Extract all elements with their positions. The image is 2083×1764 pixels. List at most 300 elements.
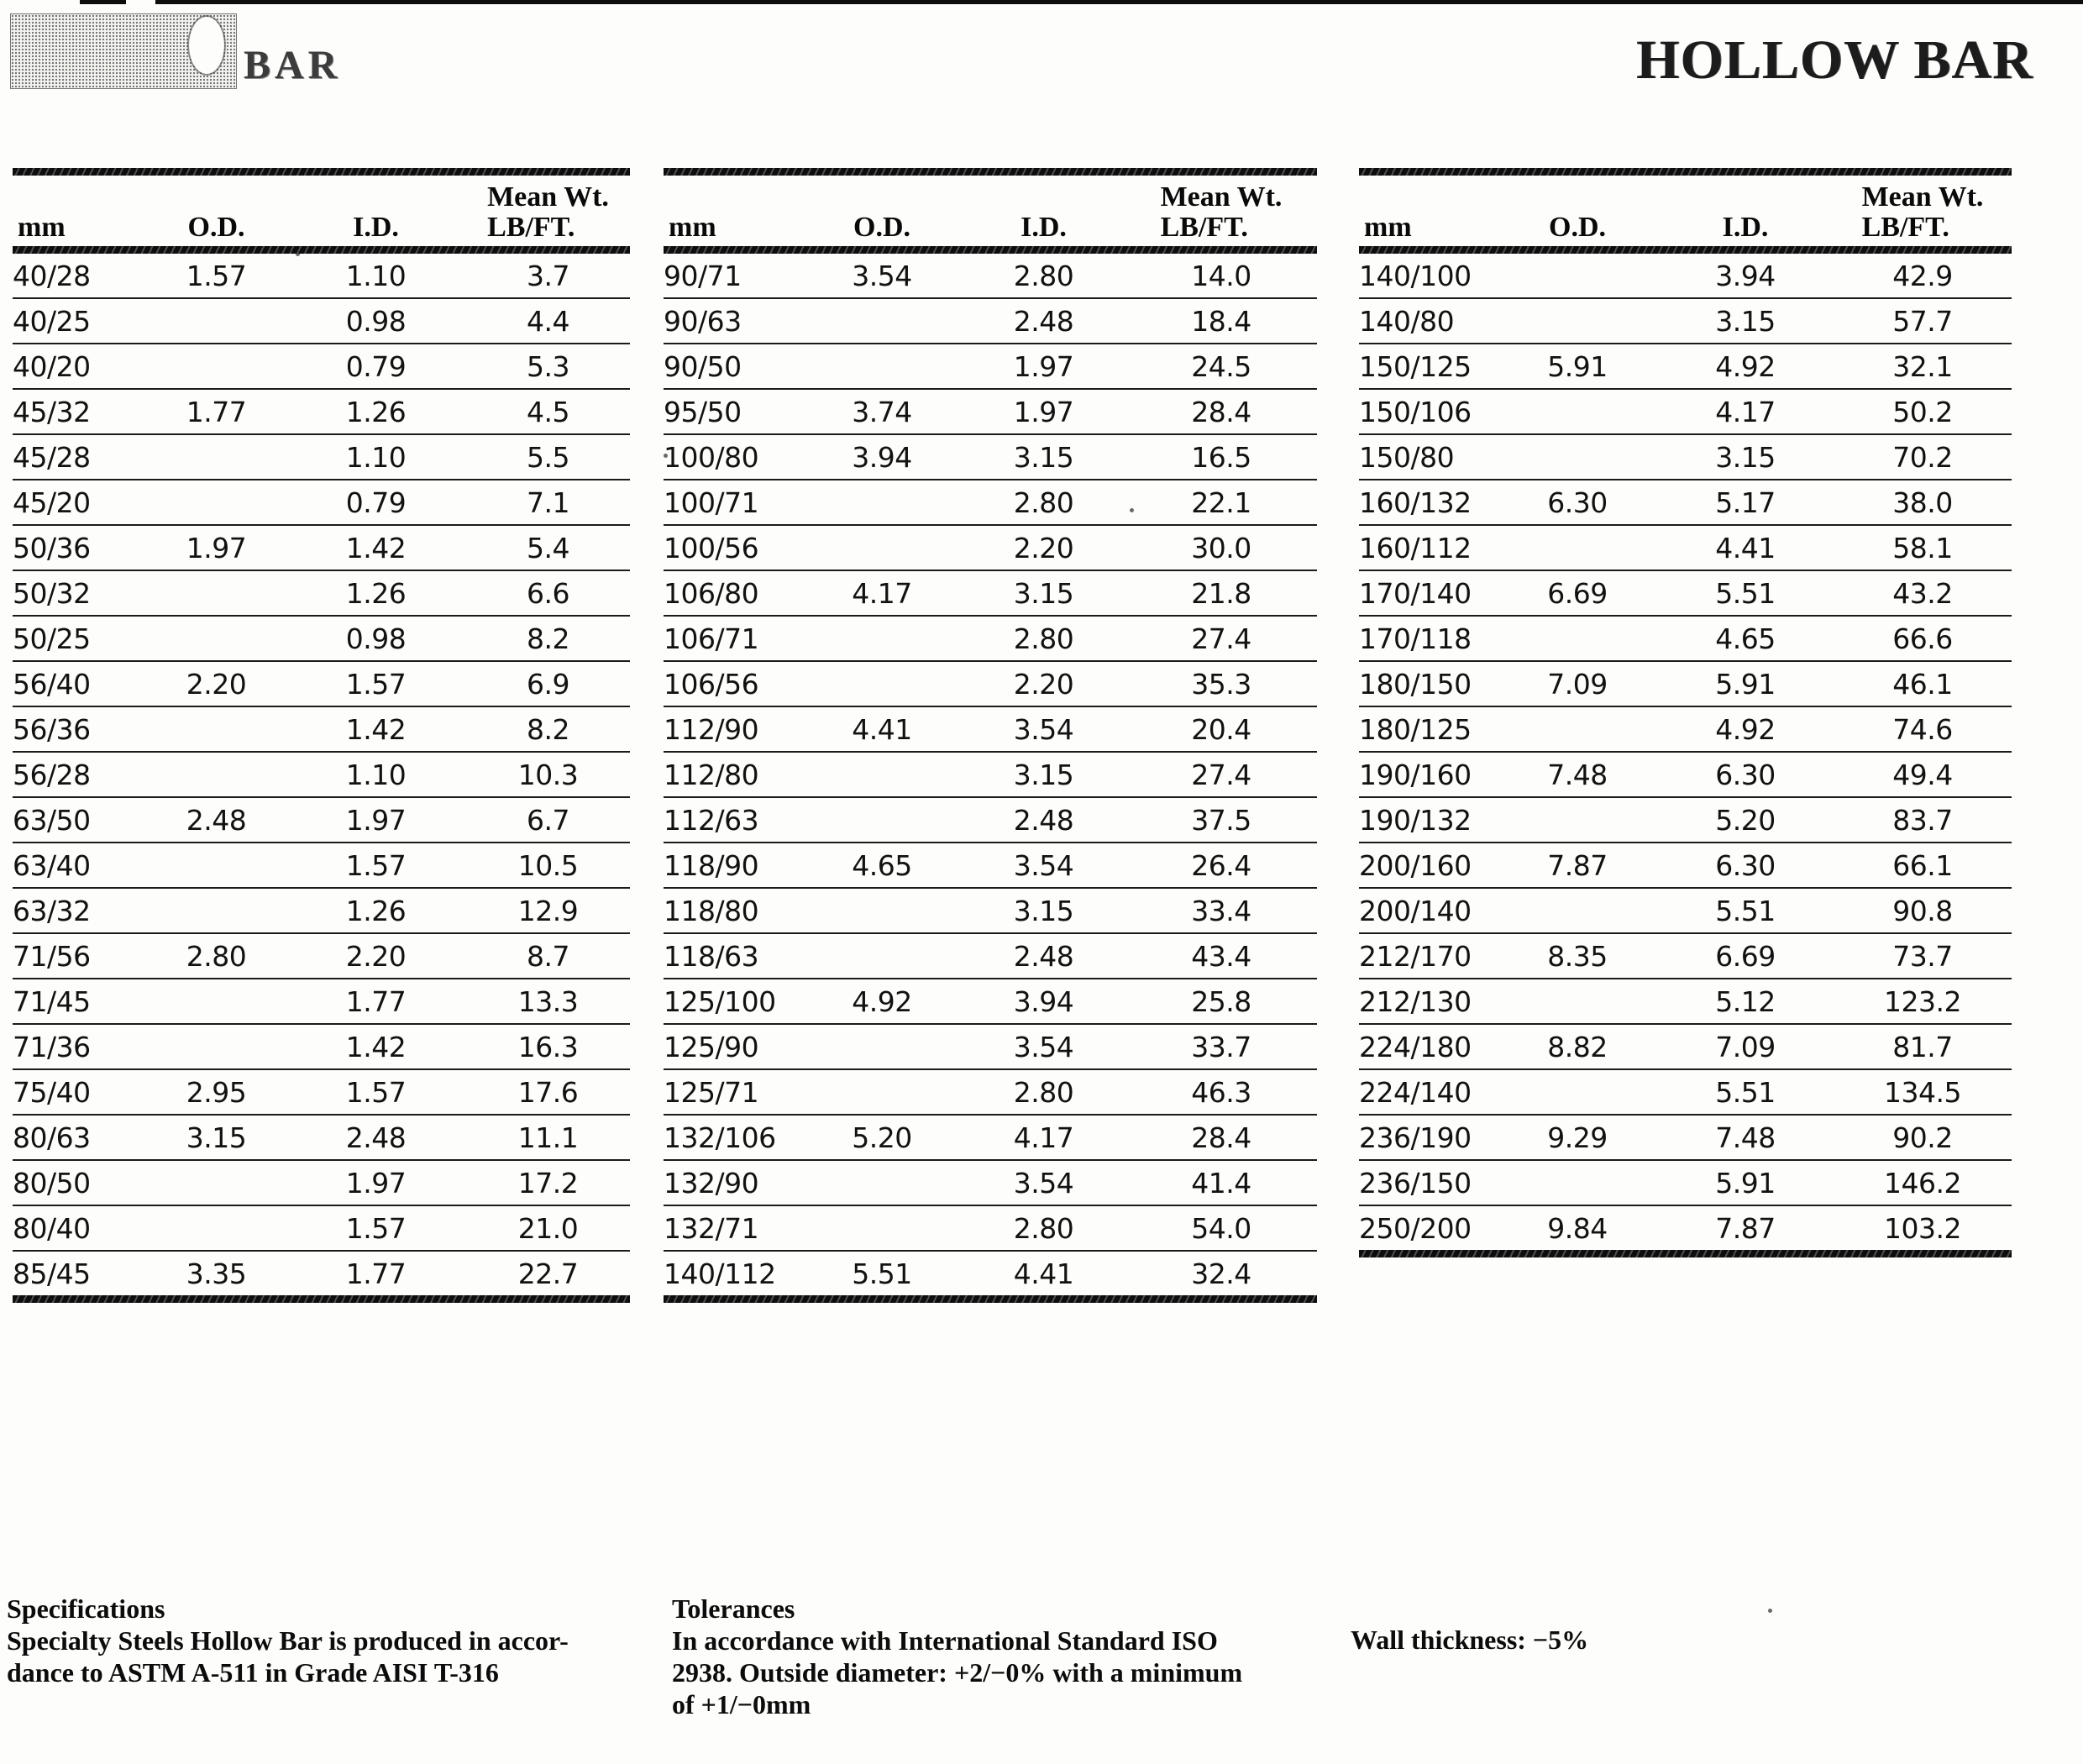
scan-artifact-top-line (80, 0, 126, 4)
cell-wt: 10.5 (466, 843, 630, 888)
cell-id: 1.42 (286, 525, 466, 570)
cell-mm: 224/180 (1359, 1024, 1498, 1069)
cell-mm: 112/80 (664, 752, 802, 797)
col-header-id: I.D. (1021, 212, 1067, 243)
cell-od: 7.87 (1498, 843, 1657, 888)
table-rule-top (13, 168, 630, 176)
cell-wt: 83.7 (1834, 797, 2012, 843)
cell-wt: 28.4 (1125, 389, 1317, 434)
cell-mm: 132/90 (664, 1160, 802, 1205)
col-header-mm: mm (669, 212, 716, 243)
cell-od (1498, 706, 1657, 752)
cell-id: 1.57 (286, 1205, 466, 1251)
cell-id: 2.80 (962, 1205, 1125, 1251)
cell-mm: 100/71 (664, 480, 802, 525)
table-row (664, 979, 1317, 1024)
table-row (1359, 1160, 2012, 1205)
cell-id: 0.79 (286, 480, 466, 525)
cell-od (147, 480, 286, 525)
cell-id: 5.91 (1657, 1160, 1834, 1205)
cell-id: 1.97 (286, 1160, 466, 1205)
table-row (1359, 706, 2012, 752)
cell-wt: 66.6 (1834, 616, 2012, 661)
cell-od: 9.84 (1547, 1211, 1608, 1245)
table-row (664, 298, 1317, 344)
cell-id: 1.77 (345, 1257, 407, 1290)
cell-od: 9.29 (1498, 1115, 1657, 1160)
cell-id: 2.80 (962, 616, 1125, 661)
cell-od (147, 888, 286, 933)
cell-mm: 90/71 (664, 254, 802, 298)
cell-mm: 112/90 (664, 706, 802, 752)
cell-od (1498, 525, 1657, 570)
table-row (13, 979, 630, 1024)
cell-id: 4.92 (1657, 706, 1834, 752)
cell-mm: 190/160 (1359, 752, 1498, 797)
cell-od: 1.77 (147, 389, 286, 434)
cell-od (802, 1024, 962, 1069)
cell-od (802, 525, 962, 570)
table-row (664, 843, 1317, 888)
col-header-mm: mm (1364, 212, 1412, 243)
table-row (1359, 525, 2012, 570)
cell-id: 5.51 (1657, 1069, 1834, 1115)
cell-wt: 6.7 (466, 797, 630, 843)
cell-mm: 180/125 (1359, 706, 1498, 752)
table-row (1359, 797, 2012, 843)
cell-od (802, 933, 962, 979)
table-row (664, 1205, 1317, 1251)
cell-wt: 43.4 (1125, 933, 1317, 979)
logo-oval-mark (189, 17, 224, 74)
cell-wt: 22.7 (517, 1257, 579, 1290)
cell-mm: 50/25 (13, 616, 147, 661)
table-header (13, 176, 630, 246)
cell-id: 3.15 (962, 570, 1125, 616)
cell-mm: 40/25 (13, 298, 147, 344)
cell-wt: 33.4 (1125, 888, 1317, 933)
cell-wt: 3.7 (466, 254, 630, 298)
cell-id: 0.98 (286, 298, 466, 344)
table-row (664, 616, 1317, 661)
cell-id: 2.48 (286, 1115, 466, 1160)
table-row (1359, 480, 2012, 525)
col-header-mean-wt-line1: Mean Wt. (487, 181, 609, 213)
cell-wt: 25.8 (1125, 979, 1317, 1024)
cell-od: 2.80 (147, 933, 286, 979)
cell-id: 4.92 (1657, 344, 1834, 389)
cell-wt: 46.1 (1834, 661, 2012, 706)
cell-wt: 11.1 (466, 1115, 630, 1160)
cell-wt: 54.0 (1125, 1205, 1317, 1251)
table-row (1359, 933, 2012, 979)
cell-id: 3.94 (1657, 254, 1834, 298)
wall-thickness-note (1351, 1624, 1588, 1656)
cell-id: 5.51 (1657, 888, 1834, 933)
cell-od (802, 1205, 962, 1251)
cell-mm: 250/200 (1359, 1211, 1472, 1245)
cell-wt: 90.2 (1834, 1115, 2012, 1160)
table-row (664, 661, 1317, 706)
cell-od: 3.94 (802, 434, 962, 480)
cell-wt: 6.6 (466, 570, 630, 616)
size-table-left (13, 168, 630, 1303)
col-header-mean-wt-line2: LB/FT. (1861, 212, 1949, 243)
table-row (13, 570, 630, 616)
col-header-od: O.D. (1549, 212, 1606, 243)
cell-wt: 27.4 (1125, 616, 1317, 661)
cell-od (147, 1160, 286, 1205)
cell-mm: 56/36 (13, 706, 147, 752)
table-row (1359, 661, 2012, 706)
tolerances-line: In accordance with International Standard ISO (672, 1625, 1218, 1656)
table-row (13, 1251, 630, 1295)
cell-od: 6.69 (1498, 570, 1657, 616)
cell-wt: 5.5 (466, 434, 630, 480)
cell-wt: 5.3 (466, 344, 630, 389)
cell-mm: 112/63 (664, 797, 802, 843)
cell-id: 2.80 (962, 254, 1125, 298)
cell-wt: 38.0 (1834, 480, 2012, 525)
cell-wt: 16.3 (466, 1024, 630, 1069)
cell-mm: 180/150 (1359, 661, 1498, 706)
table-row (664, 706, 1317, 752)
cell-wt: 8.7 (466, 933, 630, 979)
table-row (664, 480, 1317, 525)
cell-mm: 118/80 (664, 888, 802, 933)
cell-mm: 71/36 (13, 1024, 147, 1069)
cell-od (1498, 616, 1657, 661)
cell-mm: 200/160 (1359, 843, 1498, 888)
cell-wt: 28.4 (1125, 1115, 1317, 1160)
cell-id: 6.30 (1657, 752, 1834, 797)
cell-wt: 6.9 (466, 661, 630, 706)
cell-id: 4.17 (1657, 389, 1834, 434)
cell-mm: 95/50 (664, 389, 802, 434)
table-row (13, 1069, 630, 1115)
cell-id: 1.42 (286, 1024, 466, 1069)
table-row (664, 1115, 1317, 1160)
cell-wt: 42.9 (1834, 254, 2012, 298)
cell-wt: 7.1 (466, 480, 630, 525)
cell-id: 0.79 (286, 344, 466, 389)
cell-id: 3.15 (962, 888, 1125, 933)
cell-od (1498, 797, 1657, 843)
tolerances-section (672, 1593, 1277, 1720)
table-row (13, 843, 630, 888)
cell-mm: 118/90 (664, 843, 802, 888)
specifications-line: Specialty Steels Hollow Bar is produced in accor- (7, 1625, 569, 1656)
cell-id: 3.15 (962, 434, 1125, 480)
cell-wt: 24.5 (1125, 344, 1317, 389)
cell-od (147, 1024, 286, 1069)
cell-id: 1.26 (286, 389, 466, 434)
cell-wt: 17.6 (466, 1069, 630, 1115)
cell-mm: 106/71 (664, 616, 802, 661)
cell-wt: 66.1 (1834, 843, 2012, 888)
cell-od (1498, 389, 1657, 434)
table-row (13, 389, 630, 434)
cell-mm: 140/112 (664, 1257, 776, 1290)
cell-mm: 132/71 (664, 1205, 802, 1251)
cell-id: 1.57 (286, 1069, 466, 1115)
cell-id: 2.80 (962, 480, 1125, 525)
cell-wt: 8.2 (466, 616, 630, 661)
table-rule-header (1359, 246, 2012, 254)
table-row (13, 797, 630, 843)
tolerances-line: of +1/−0mm (672, 1689, 811, 1719)
col-header-id: I.D. (353, 212, 399, 243)
cell-wt: 26.4 (1125, 843, 1317, 888)
cell-mm: 190/132 (1359, 797, 1498, 843)
cell-od: 1.57 (147, 254, 286, 298)
cell-id: 4.17 (962, 1115, 1125, 1160)
cell-od: 2.95 (147, 1069, 286, 1115)
table-rule-top (1359, 168, 2012, 176)
table-row (13, 888, 630, 933)
cell-id: 3.15 (1657, 434, 1834, 480)
cell-od (1498, 434, 1657, 480)
col-header-id: I.D. (1722, 212, 1769, 243)
col-header-mean-wt-line1: Mean Wt. (1861, 181, 1984, 213)
cell-od: 7.09 (1498, 661, 1657, 706)
cell-id: 1.10 (286, 254, 466, 298)
cell-od (147, 1205, 286, 1251)
logo-bar-text: BAR (244, 43, 342, 87)
cell-id: 5.17 (1657, 480, 1834, 525)
size-table-middle (664, 168, 1317, 1303)
cell-wt: 21.0 (466, 1205, 630, 1251)
cell-id: 7.09 (1657, 1024, 1834, 1069)
cell-mm: 224/140 (1359, 1069, 1498, 1115)
cell-id: 3.94 (962, 979, 1125, 1024)
cell-od (147, 344, 286, 389)
cell-mm: 132/106 (664, 1115, 802, 1160)
cell-mm: 140/80 (1359, 298, 1498, 344)
cell-od: 3.74 (802, 389, 962, 434)
cell-mm: 212/130 (1359, 979, 1498, 1024)
cell-wt: 46.3 (1125, 1069, 1317, 1115)
table-row (13, 933, 630, 979)
cell-id: 5.51 (1657, 570, 1834, 616)
cell-od (802, 661, 962, 706)
table-row (13, 480, 630, 525)
wall-thickness-text: Wall thickness: −5% (1351, 1625, 1589, 1655)
cell-wt: 27.4 (1125, 752, 1317, 797)
tolerances-title: Tolerances (672, 1593, 795, 1624)
cell-id: 7.87 (1715, 1211, 1776, 1245)
cell-wt: 81.7 (1834, 1024, 2012, 1069)
table-row (13, 298, 630, 344)
cell-mm: 106/56 (664, 661, 802, 706)
table-row (664, 434, 1317, 480)
cell-mm: 40/20 (13, 344, 147, 389)
table-row (664, 344, 1317, 389)
cell-wt: 4.5 (466, 389, 630, 434)
cell-id: 1.97 (286, 797, 466, 843)
cell-mm: 50/36 (13, 525, 147, 570)
cell-id: 4.41 (1013, 1257, 1074, 1290)
table-row (664, 389, 1317, 434)
table-header (664, 176, 1317, 246)
cell-id: 1.42 (286, 706, 466, 752)
col-header-mean-wt-line2: LB/FT. (487, 212, 575, 243)
cell-wt: 33.7 (1125, 1024, 1317, 1069)
col-header-od: O.D. (853, 212, 910, 243)
cell-id: 2.48 (962, 298, 1125, 344)
cell-od (147, 979, 286, 1024)
cell-id: 3.54 (962, 1024, 1125, 1069)
table-row (13, 1160, 630, 1205)
cell-mm: 125/100 (664, 979, 802, 1024)
table-rule-bottom (13, 1295, 630, 1303)
cell-od (802, 344, 962, 389)
cell-mm: 118/63 (664, 933, 802, 979)
table-row (1359, 1024, 2012, 1069)
table-row (664, 1069, 1317, 1115)
table-row (13, 525, 630, 570)
cell-mm: 150/80 (1359, 434, 1498, 480)
cell-wt: 14.0 (1125, 254, 1317, 298)
cell-wt: 8.2 (466, 706, 630, 752)
col-header-mean-wt-line1: Mean Wt. (1160, 181, 1283, 213)
table-row (664, 1251, 1317, 1295)
cell-od: 3.15 (147, 1115, 286, 1160)
cell-od (1498, 888, 1657, 933)
cell-mm: 90/50 (664, 344, 802, 389)
cell-mm: 100/56 (664, 525, 802, 570)
cell-id: 1.26 (286, 570, 466, 616)
table-header (1359, 176, 2012, 246)
table-rule-bottom (664, 1295, 1317, 1303)
cell-mm: 236/190 (1359, 1115, 1498, 1160)
table-rule-header (664, 246, 1317, 254)
cell-mm: 170/118 (1359, 616, 1498, 661)
cell-od (802, 752, 962, 797)
cell-id: 1.77 (286, 979, 466, 1024)
cell-od (802, 616, 962, 661)
cell-id: 1.97 (962, 389, 1125, 434)
cell-wt: 10.3 (466, 752, 630, 797)
table-rule-top (664, 168, 1317, 176)
table-row (1359, 1205, 2012, 1250)
table-row (1359, 434, 2012, 480)
cell-od: 2.20 (147, 661, 286, 706)
cell-mm: 160/132 (1359, 480, 1498, 525)
cell-mm: 50/32 (13, 570, 147, 616)
table-row (13, 616, 630, 661)
cell-mm: 170/140 (1359, 570, 1498, 616)
cell-od: 4.92 (802, 979, 962, 1024)
cell-wt: 41.4 (1125, 1160, 1317, 1205)
scan-artifact-top-line (155, 0, 2083, 4)
cell-wt: 90.8 (1834, 888, 2012, 933)
cell-wt: 5.4 (466, 525, 630, 570)
cell-wt: 17.2 (466, 1160, 630, 1205)
cell-od: 4.65 (802, 843, 962, 888)
cell-wt: 74.6 (1834, 706, 2012, 752)
cell-wt: 20.4 (1125, 706, 1317, 752)
cell-mm: 140/100 (1359, 254, 1498, 298)
table-row (13, 434, 630, 480)
cell-od (802, 797, 962, 843)
cell-od (1498, 1069, 1657, 1115)
cell-mm: 125/71 (664, 1069, 802, 1115)
cell-wt: 4.4 (466, 298, 630, 344)
table-row (13, 1205, 630, 1251)
cell-wt: 70.2 (1834, 434, 2012, 480)
cell-id: 5.91 (1657, 661, 1834, 706)
tolerances-line: 2938. Outside diameter: +2/−0% with a minimum (672, 1657, 1243, 1688)
cell-od (802, 298, 962, 344)
table-row (664, 570, 1317, 616)
col-header-mean-wt-line2: LB/FT. (1160, 212, 1248, 243)
cell-id: 1.10 (286, 752, 466, 797)
cell-mm: 40/28 (13, 254, 147, 298)
cell-od: 8.35 (1498, 933, 1657, 979)
cell-wt: 32.1 (1834, 344, 2012, 389)
cell-wt: 22.1 (1125, 480, 1317, 525)
cell-mm: 125/90 (664, 1024, 802, 1069)
table-row (1359, 254, 2012, 298)
cell-id: 2.80 (962, 1069, 1125, 1115)
cell-wt: 18.4 (1125, 298, 1317, 344)
cell-mm: 236/150 (1359, 1160, 1498, 1205)
cell-id: 3.15 (962, 752, 1125, 797)
cell-od (1498, 1160, 1657, 1205)
cell-wt: 13.3 (466, 979, 630, 1024)
cell-id: 6.69 (1657, 933, 1834, 979)
table-row (13, 1115, 630, 1160)
cell-od (147, 616, 286, 661)
cell-od (802, 1160, 962, 1205)
table-rule-bottom (1359, 1250, 2012, 1257)
col-header-mean-wt (487, 182, 609, 243)
cell-od: 4.17 (802, 570, 962, 616)
cell-od (1498, 254, 1657, 298)
cell-mm: 63/32 (13, 888, 147, 933)
cell-id: 1.26 (286, 888, 466, 933)
table-row (1359, 752, 2012, 797)
cell-wt: 50.2 (1834, 389, 2012, 434)
table-row (1359, 1115, 2012, 1160)
cell-wt: 103.2 (1884, 1211, 1961, 1245)
cell-od (802, 1069, 962, 1115)
cell-od: 3.54 (802, 254, 962, 298)
brand-logo (10, 13, 237, 89)
cell-od: 5.91 (1498, 344, 1657, 389)
cell-id: 7.48 (1657, 1115, 1834, 1160)
col-header-mm: mm (18, 212, 66, 243)
cell-id: 6.30 (1657, 843, 1834, 888)
cell-od (147, 434, 286, 480)
cell-wt: 16.5 (1125, 434, 1317, 480)
cell-od (1498, 979, 1657, 1024)
cell-wt: 30.0 (1125, 525, 1317, 570)
cell-wt: 21.8 (1125, 570, 1317, 616)
cell-mm: 75/40 (13, 1069, 147, 1115)
cell-wt: 146.2 (1834, 1160, 2012, 1205)
cell-wt: 73.7 (1834, 933, 2012, 979)
cell-wt: 35.3 (1125, 661, 1317, 706)
table-row (1359, 298, 2012, 344)
table-row (1359, 389, 2012, 434)
cell-mm: 160/112 (1359, 525, 1498, 570)
cell-id: 2.20 (962, 661, 1125, 706)
table-row (664, 1024, 1317, 1069)
cell-mm: 45/32 (13, 389, 147, 434)
cell-mm: 150/125 (1359, 344, 1498, 389)
